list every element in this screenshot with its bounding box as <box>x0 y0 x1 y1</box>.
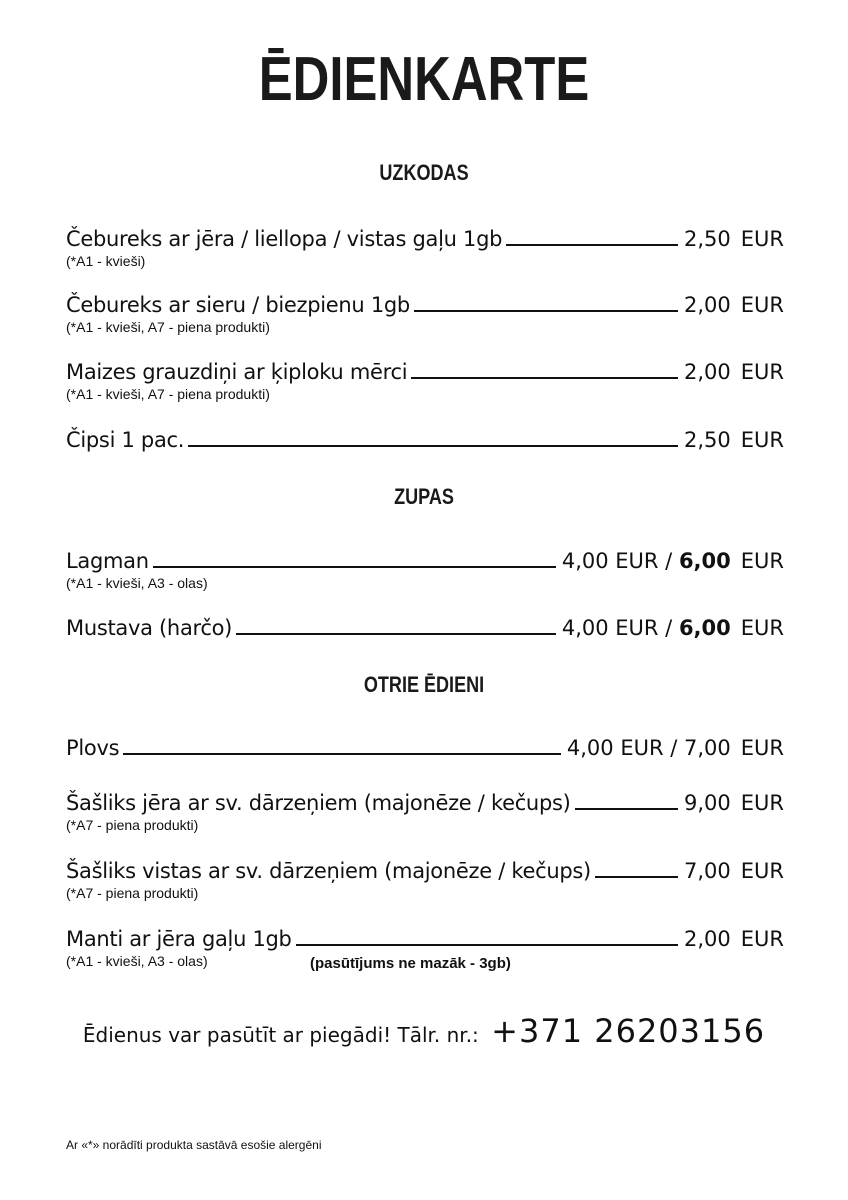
item-name: Plovs <box>66 736 120 760</box>
leader-line <box>123 753 561 755</box>
allergen-note: (*A7 - piena produkti) <box>66 817 199 833</box>
leader-line <box>188 445 678 447</box>
item-price: 4,00 EUR / 6,00 EUR <box>561 616 784 640</box>
item-price: 2,00 EUR <box>684 927 784 951</box>
menu-item <box>66 355 784 402</box>
item-price: 2,00 EUR <box>684 360 784 384</box>
allergen-note: (*A1 - kvieši) <box>66 253 146 269</box>
allergen-note: (*A1 - kvieši, A7 - piena produkti) <box>66 319 270 335</box>
menu-item <box>66 288 784 335</box>
allergen-note: (*A1 - kvieši, A7 - piena produkti) <box>66 386 270 402</box>
allergen-note: (*A1 - kvieši, A3 - olas) <box>66 953 208 969</box>
item-name: Manti ar jēra gaļu 1gb <box>66 927 292 951</box>
leader-line <box>153 566 556 568</box>
menu-item <box>66 922 784 972</box>
item-price: 7,00 EUR <box>684 859 784 883</box>
item-price: 2,50 EUR <box>684 227 784 251</box>
delivery-text: Ēdienus var pasūtīt ar piegādi! Tālr. nr.: <box>82 1023 479 1047</box>
leader-line <box>296 944 678 946</box>
leader-line <box>414 310 678 312</box>
item-name: Čebureks ar sieru / biezpienu 1gb <box>66 293 410 317</box>
leader-line <box>506 244 678 246</box>
item-price: 2,00 EUR <box>684 293 784 317</box>
menu-item <box>66 544 784 591</box>
allergen-note: (*A1 - kvieši, A3 - olas) <box>66 575 208 591</box>
item-price: 4,00 EUR / 6,00 EUR <box>561 549 784 573</box>
leader-line <box>595 876 678 878</box>
item-price: 2,50 EUR <box>684 428 784 452</box>
leader-line <box>575 808 678 810</box>
item-name: Mustava (harčo) <box>66 616 233 640</box>
section-title-uzkodas: UZKODAS <box>379 160 469 185</box>
item-name: Lagman <box>66 549 149 573</box>
section-title-zupas: ZUPAS <box>394 484 454 509</box>
menu-item <box>66 611 784 641</box>
allergen-note: (*A7 - piena produkti) <box>66 885 199 901</box>
menu-item <box>66 423 784 453</box>
item-name: Šašliks vistas ar sv. dārzeņiem (majonēze / kečups) <box>66 859 591 883</box>
item-name: Maizes grauzdiņi ar ķiploku mērci <box>66 360 408 384</box>
menu-item <box>66 731 784 761</box>
section-title-otrie-edieni: OTRIE ĒDIENI <box>363 672 485 697</box>
minimum-order-note: (pasūtījums ne mazāk - 3gb) <box>310 955 511 972</box>
menu-item <box>66 786 784 833</box>
page-title: ĒDIENKARTE <box>258 45 590 114</box>
item-name: Čebureks ar jēra / liellopa / vistas gaļu 1gb <box>66 227 503 251</box>
delivery-info <box>0 1012 848 1050</box>
menu-item <box>66 854 784 901</box>
phone-number[interactable]: +371 26203156 <box>491 1012 766 1050</box>
item-price: 9,00 EUR <box>684 791 784 815</box>
allergen-footnote: Ar «*» norādīti produkta sastāvā esošie alergēni <box>66 1138 322 1152</box>
item-name: Čipsi 1 pac. <box>66 428 185 452</box>
item-price: 4,00 EUR / 7,00 EUR <box>566 736 784 760</box>
leader-line <box>236 633 556 635</box>
item-name: Šašliks jēra ar sv. dārzeņiem (majonēze / kečups) <box>66 791 571 815</box>
menu-item <box>66 222 784 269</box>
leader-line <box>411 377 678 379</box>
